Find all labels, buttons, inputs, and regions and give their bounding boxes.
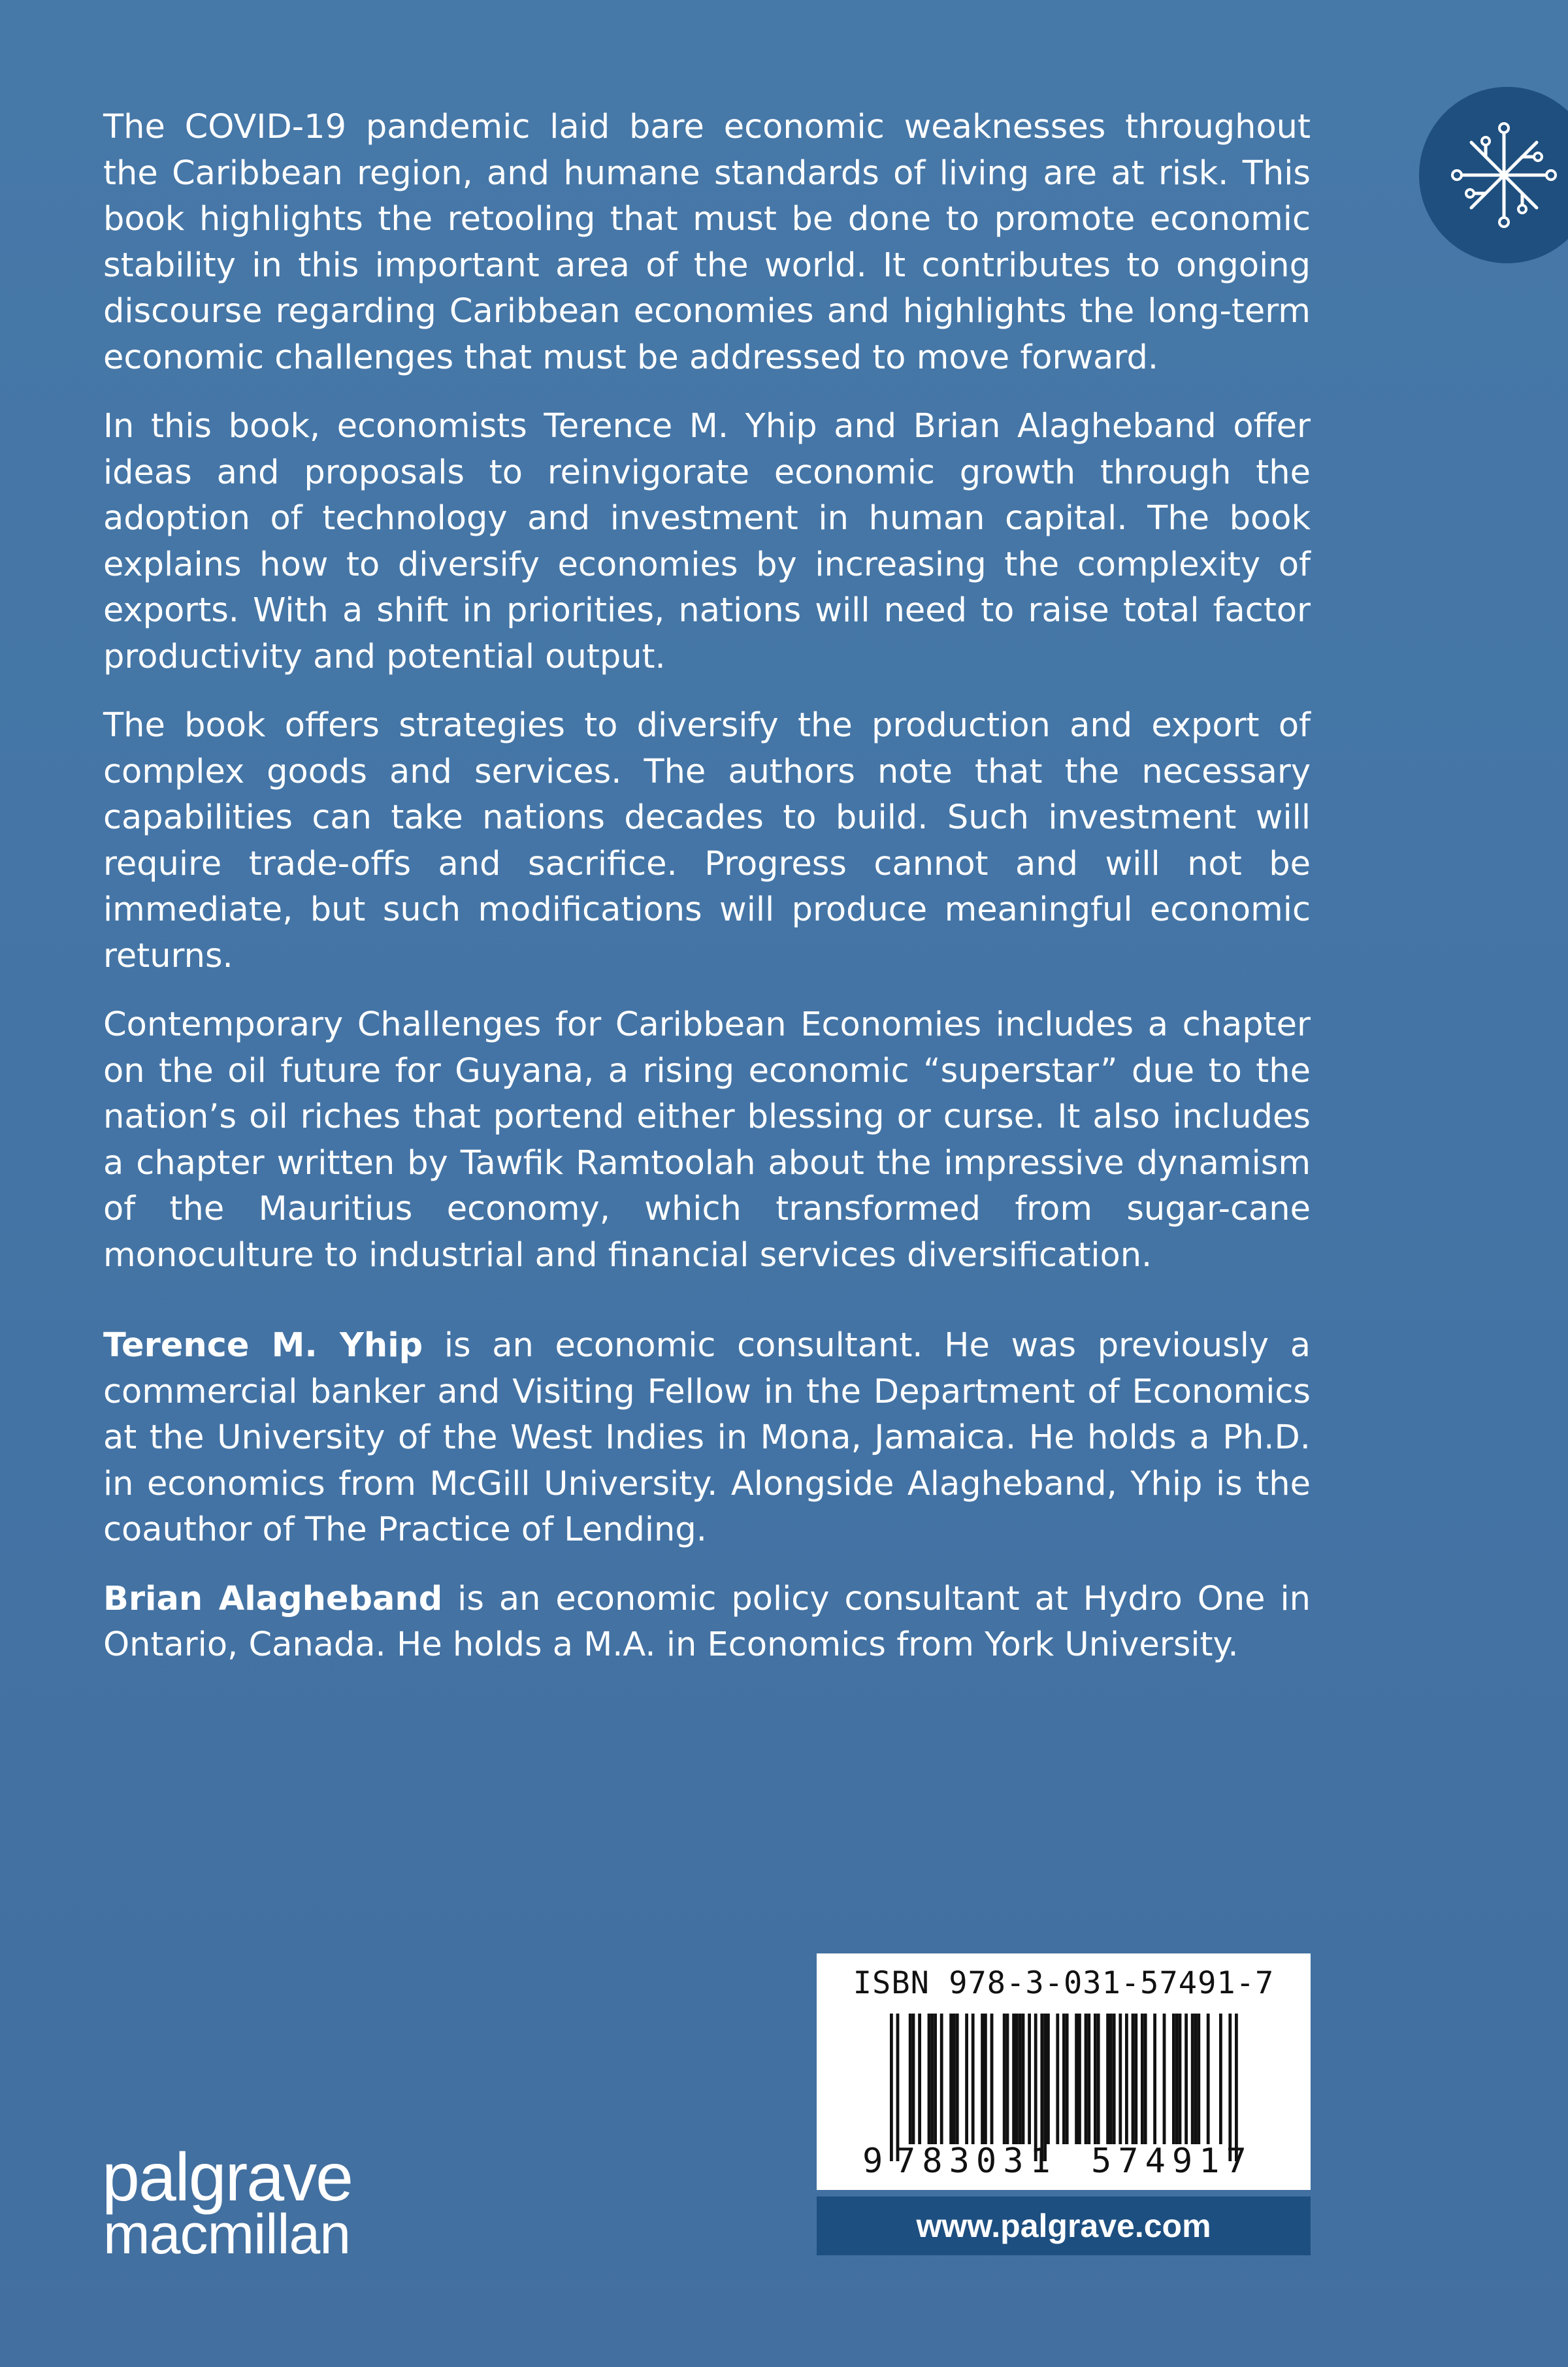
barcode-bar xyxy=(1141,2014,1144,2144)
barcode-bar xyxy=(1172,2014,1175,2144)
author-name-1: Terence M. Yhip xyxy=(103,1326,423,1365)
barcode-bar xyxy=(1047,2014,1050,2144)
barcode-bar xyxy=(1062,2014,1066,2144)
barcode-bar xyxy=(1087,2014,1090,2144)
barcode-bar xyxy=(1175,2014,1179,2144)
barcode-bar xyxy=(1197,2014,1200,2144)
logo-line-macmillan: macmillan xyxy=(103,2203,351,2266)
author-bio-1 xyxy=(103,1323,1311,1554)
barcode-bar xyxy=(1228,2014,1232,2161)
blurb-paragraph-1: The COVID-19 pandemic laid bare economic weaknesses throughout the Caribbean region, and humane standards of living are at risk. This book highlights the retooling that must be done to promote economic stability in this important area of the world. It contributes to ongoing discourse regarding Caribbean economies and highlights the long-term economic challenges that must be addressed to move forward. xyxy=(103,108,1311,377)
barcode-bar xyxy=(1235,2014,1238,2161)
circuit-icon xyxy=(1445,116,1563,234)
palgrave-circuit-emblem-icon xyxy=(1419,87,1568,263)
barcode-bar xyxy=(1006,2014,1009,2144)
publisher-url: www.palgrave.com xyxy=(817,2196,1311,2255)
barcode-bar xyxy=(1179,2014,1182,2144)
barcode-bar xyxy=(1075,2014,1078,2144)
barcode-bar xyxy=(956,2014,959,2144)
barcode-bar xyxy=(918,2014,921,2144)
barcode-bar xyxy=(1097,2014,1100,2144)
barcode-bar xyxy=(1028,2014,1031,2144)
barcode-bar xyxy=(1040,2014,1043,2161)
isbn-label: ISBN 978-3-031-57491-7 xyxy=(853,1965,1275,2001)
blurb-paragraph-2: In this book, economists Terence M. Yhip and Brian Alagheband offer ideas and proposals to reinvigorate economic growth through the adoption of technology and investment in human capital. The book explains how to diversify economies by increasing the complexity of exports. With a shift in priorities, nations will need to raise total factor productivity and potential output. xyxy=(103,407,1311,676)
barcode-bar xyxy=(1056,2014,1059,2144)
barcode-bar xyxy=(890,2014,893,2161)
barcode-bar xyxy=(1003,2014,1006,2144)
barcode-bar xyxy=(1043,2014,1047,2161)
barcode-bar xyxy=(1012,2014,1015,2144)
barcode-bar xyxy=(930,2014,934,2144)
barcode-bar xyxy=(928,2014,931,2144)
barcode-bar xyxy=(1163,2014,1166,2144)
barcode-bar xyxy=(1085,2014,1088,2144)
barcode-bar xyxy=(909,2014,912,2144)
barcode-bar xyxy=(1132,2014,1135,2144)
barcode-bar xyxy=(1219,2014,1222,2144)
author-bio-2 xyxy=(103,1576,1311,1669)
barcode-lead-digit: 9 xyxy=(862,2142,883,2181)
barcode-bar xyxy=(1019,2014,1022,2144)
author-name-2: Brian Alagheband xyxy=(103,1579,443,1618)
palgrave-macmillan-logo xyxy=(102,2142,402,2266)
author-bio-text-1: is an economic consultant. He was previously a commercial banker and Visiting Fellow in the Department of Economics at the University of the West Indies in Mona, Jamaica. He holds a Ph.D. in economics from McGill University. Alongside Alagheband, Yhip is the coauthor of The Practice of Lending. xyxy=(103,1326,1311,1549)
blurb-paragraph-3: The book offers strategies to diversify the production and export of complex goods and services. The authors note that the necessary capabilities can take nations decades to build. Such investment will require trade-offs and sacrifice. Progress cannot and will not be immediate, but such modifications will produce meaningful economic returns. xyxy=(103,706,1311,975)
author-bio-text-2: is an economic policy consultant at Hydro One in Ontario, Canada. He holds a M.A. in Economics from York University. xyxy=(103,1579,1311,1664)
barcode-right-digits: 574917 xyxy=(1091,2142,1253,2181)
barcode-bar xyxy=(1134,2014,1137,2144)
barcode-bar xyxy=(1113,2014,1116,2144)
barcode-bar xyxy=(953,2014,956,2144)
barcode-bar xyxy=(1066,2014,1069,2144)
barcode-bar xyxy=(949,2014,953,2144)
barcode-bar xyxy=(1153,2014,1156,2144)
logo-line-palgrave: palgrave xyxy=(102,2140,352,2215)
back-cover-text xyxy=(103,105,1311,1691)
barcode-bar xyxy=(1191,2014,1194,2144)
barcode-bar xyxy=(1015,2014,1019,2144)
barcode-bar xyxy=(1144,2014,1147,2144)
blurb-paragraph-4: Contemporary Challenges for Caribbean Economies includes a chapter on the oil future for Guyana, a rising economic “superstar” due to the nation’s oil riches that portend either blessing or curse. It also includes a chapter written by Tawfik Ramtoolah about the impressive dynamism of the Mauritius economy, which transformed from sugar-cane monoculture to industrial and financial services diversification. xyxy=(103,1005,1311,1275)
barcode-bar xyxy=(984,2014,987,2144)
barcode-bar xyxy=(1109,2014,1113,2144)
barcode-bar xyxy=(940,2014,943,2144)
barcode-bar xyxy=(1125,2014,1128,2144)
barcode-bar xyxy=(965,2014,968,2144)
barcode-bar xyxy=(1184,2014,1188,2144)
barcode-bar xyxy=(1194,2014,1198,2144)
barcode-bar xyxy=(1034,2014,1037,2161)
barcode-bar xyxy=(1207,2014,1210,2144)
barcode-bar xyxy=(896,2014,900,2161)
barcode-bar xyxy=(912,2014,915,2144)
barcode-left-digits: 783031 xyxy=(895,2142,1057,2181)
barcode-bar xyxy=(972,2014,975,2144)
barcode-bar xyxy=(1022,2014,1025,2144)
barcode-bar xyxy=(934,2014,937,2144)
barcode-bar xyxy=(981,2014,984,2144)
barcode-bar xyxy=(1106,2014,1109,2144)
barcode-bar xyxy=(1094,2014,1097,2144)
barcode-bar xyxy=(990,2014,994,2144)
isbn-barcode xyxy=(817,1953,1311,2190)
barcode-bar xyxy=(1078,2014,1081,2144)
barcode-bar xyxy=(1119,2014,1122,2144)
